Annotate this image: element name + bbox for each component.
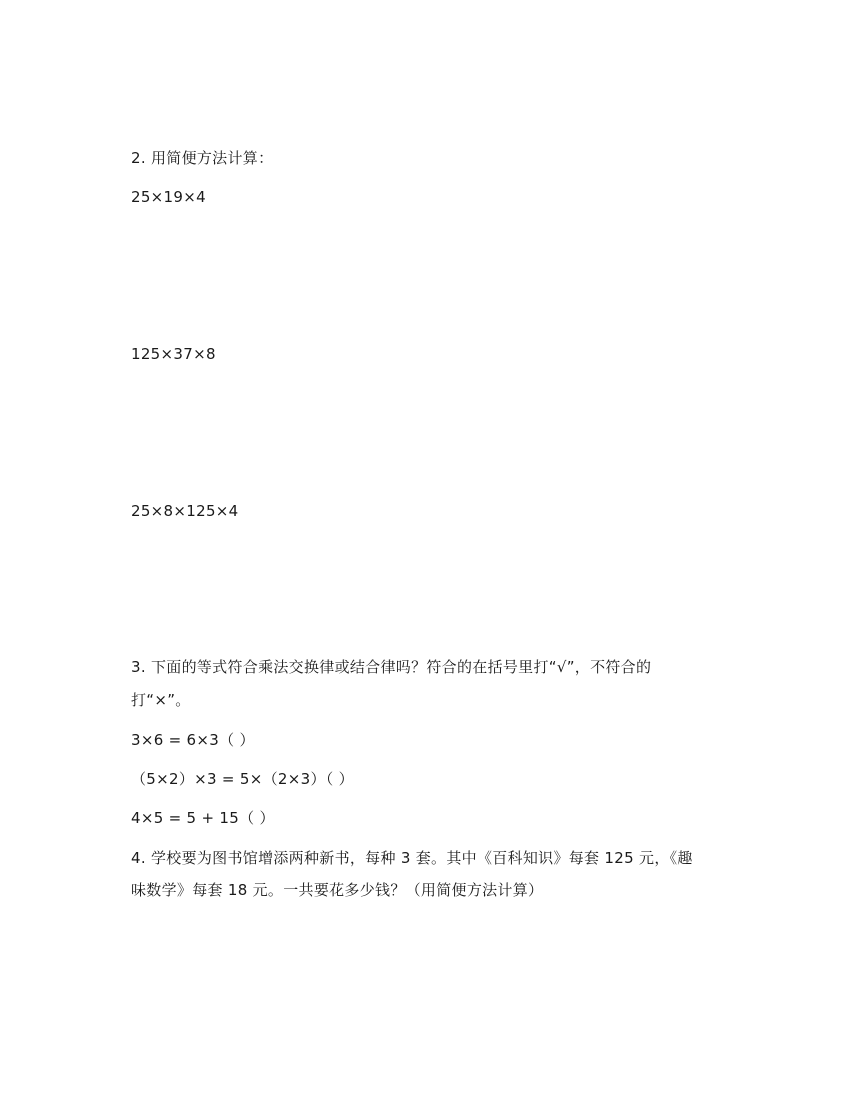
question-3-heading-line-1: 3. 下面的等式符合乘法交换律或结合律吗？符合的在括号里打“√”，不符合的 — [131, 658, 652, 676]
question-2-expression-3: 25×8×125×4 — [131, 502, 239, 520]
question-2-expression-1: 25×19×4 — [131, 188, 206, 206]
question-3-item-3: 4×5 = 5 + 15（ ） — [131, 809, 275, 827]
question-3-heading-line-2: 打“×”。 — [131, 691, 191, 709]
question-3-item-2: （5×2）×3 = 5×（2×3）（ ） — [131, 770, 354, 788]
question-2-expression-2: 125×37×8 — [131, 345, 216, 363]
question-2-heading: 2. 用简便方法计算： — [131, 149, 274, 167]
question-4-line-2: 味数学》每套 18 元。一共要花多少钱？（用简便方法计算） — [131, 881, 544, 899]
question-3-item-1: 3×6 = 6×3（ ） — [131, 731, 255, 749]
question-4-line-1: 4. 学校要为图书馆增添两种新书，每种 3 套。其中《百科知识》每套 125 元，《趣 — [131, 849, 693, 867]
